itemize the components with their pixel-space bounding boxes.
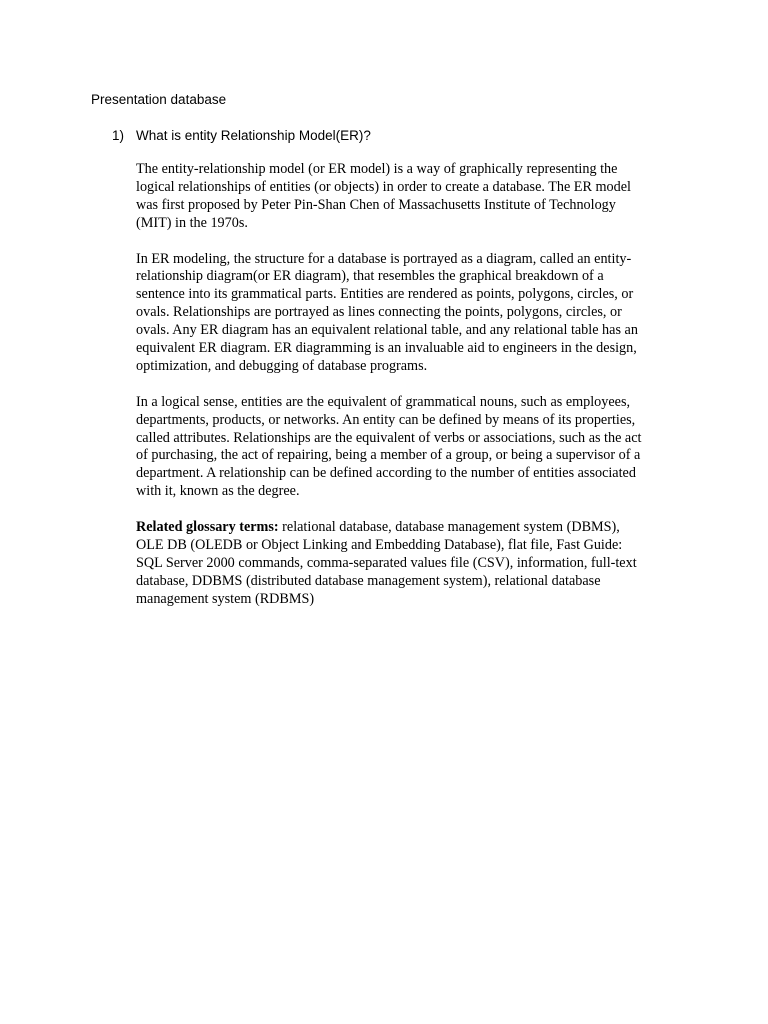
text-line: sentence into its grammatical parts. Entities are rendered as points, polygons, circles, or: [136, 286, 634, 303]
text-line: ovals. Any ER diagram has an equivalent relational table, and any relational table has an: [136, 322, 638, 339]
question-heading: [112, 127, 371, 145]
paragraph-er-modeling: [136, 251, 676, 376]
text-line: was first proposed by Peter Pin-Shan Chen of Massachusetts Institute of Technology: [136, 196, 616, 213]
text-line: SQL Server 2000 commands, comma-separated values file (CSV), information, full-text: [136, 554, 637, 571]
text-line: ovals. Relationships are portrayed as lines connecting the points, polygons, circles, or: [136, 304, 622, 321]
question-text: What is entity Relationship Model(ER)?: [136, 128, 371, 143]
paragraph-definition: [136, 161, 676, 233]
glossary-label: Related glossary terms:: [136, 519, 279, 536]
document-title: Presentation database: [91, 92, 227, 107]
text-line: OLE DB (OLEDB or Object Linking and Embedding Database), flat file, Fast Guide:: [136, 536, 623, 553]
question-number: 1): [112, 128, 125, 143]
text-line: database, DDBMS (distributed database management system), relational database: [136, 572, 601, 589]
text-line: The entity-relationship model (or ER model) is a way of graphically representing the: [136, 161, 618, 177]
text-line: relationship diagram(or ER diagram), that resembles the graphical breakdown of a: [136, 268, 604, 285]
answer-body: [136, 161, 676, 627]
text-line: equivalent ER diagram. ER diagramming is an invaluable aid to engineers in the design,: [136, 340, 637, 357]
text-line: with it, known as the degree.: [136, 483, 300, 500]
glossary-terms-start: relational database, database management system (DBMS),: [278, 519, 620, 536]
text-line: logical relationships of entities (or objects) in order to create a database. The ER model: [136, 178, 631, 195]
glossary-first-line: [136, 519, 676, 537]
text-line: In a logical sense, entities are the equivalent of grammatical nouns, such as employees,: [136, 393, 631, 410]
text-line: department. A relationship can be defined according to the number of entities associated: [136, 465, 636, 482]
text-line: In ER modeling, the structure for a database is portrayed as a diagram, called an entity-: [136, 250, 632, 267]
text-line: management system (RDBMS): [136, 590, 315, 607]
paragraph-glossary: [136, 519, 676, 609]
paragraph-logical-sense: [136, 394, 676, 501]
text-line: called attributes. Relationships are the equivalent of verbs or associations, such as the act: [136, 429, 642, 446]
text-line: optimization, and debugging of database programs.: [136, 357, 428, 374]
text-line: of purchasing, the act of repairing, being a member of a group, or being a supervisor of a: [136, 447, 641, 464]
text-line: (MIT) in the 1970s.: [136, 214, 248, 231]
text-line: departments, products, or networks. An entity can be defined by means of its properties,: [136, 411, 636, 428]
